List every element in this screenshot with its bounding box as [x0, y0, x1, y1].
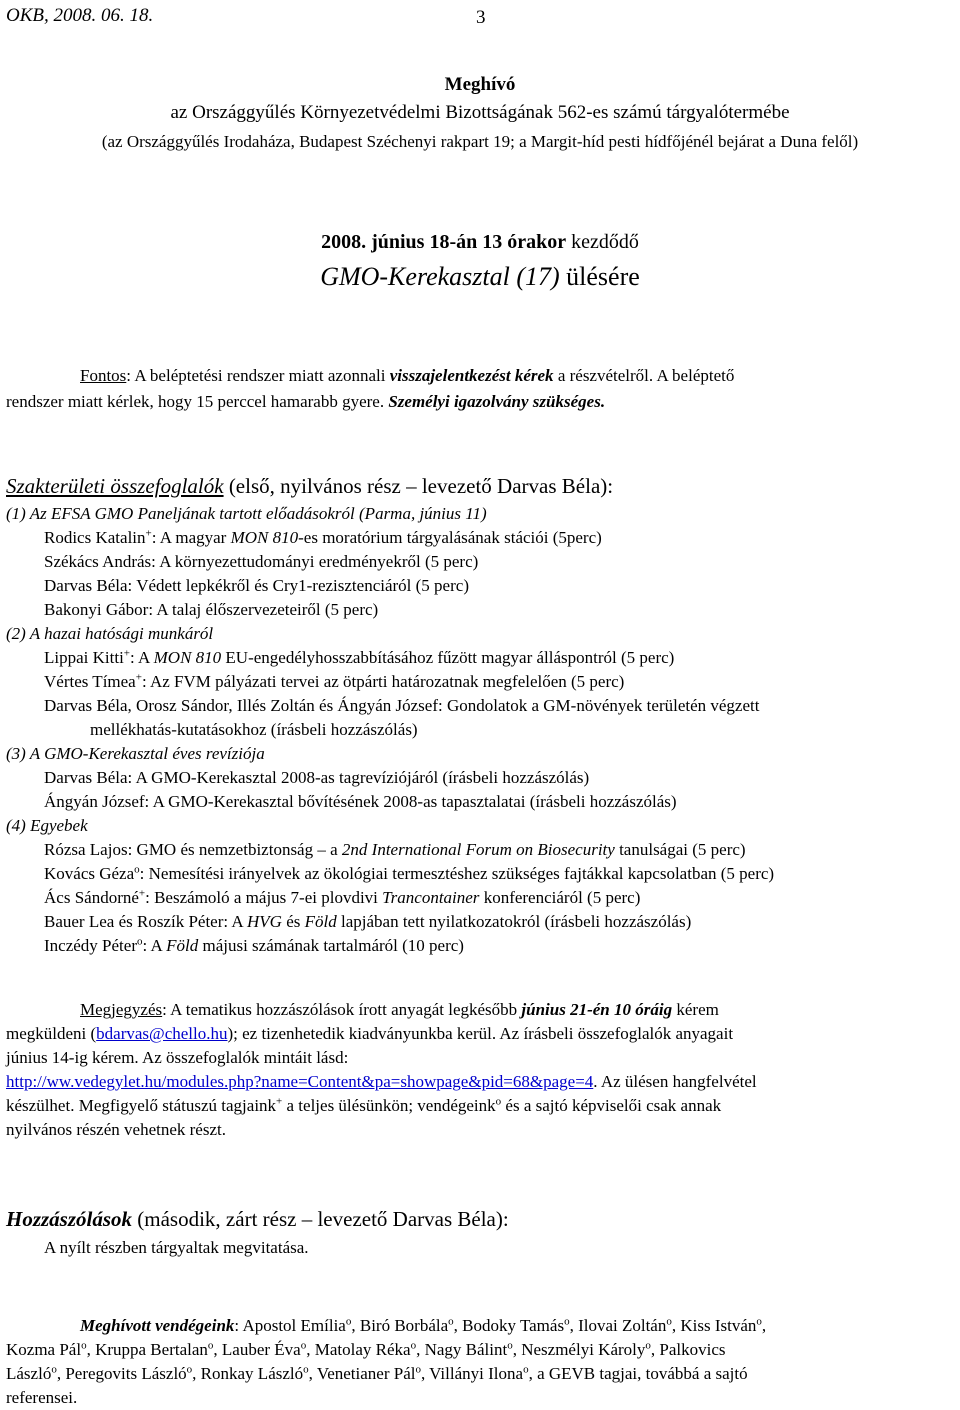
invitation-title: Meghívó [444, 74, 516, 95]
invitation-line2: (az Országgyűlés Irodaháza, Budapest Széchenyi rakpart 19; a Margit-híd pesti hídfőjénél bejárat a Duna felől) [101, 132, 859, 151]
agenda-item-continued: mellékhatás-kutatásokhoz (írásbeli hozzászólás) [90, 720, 418, 739]
agenda-item: Bauer Lea és Roszík Péter: A HVG és Föld lapjában tett nyilatkozatokról (írásbeli hozzászólás) [44, 912, 692, 931]
agenda-item: Vértes Tímea+: Az FVM pályázati tervei az ötpárti határozatnak megfelelően (5 perc) [44, 671, 625, 691]
email-link[interactable]: bdarvas@chello.hu [96, 1024, 228, 1043]
agenda-item: Bakonyi Gábor: A talaj élőszervezeteiről (5 perc) [44, 600, 379, 619]
agenda-item: Kovács Géza$^o$: Nemesítési irányelvek az ökológiai termesztéshez szükséges fajtákkal kapcsolatban (5 perc) [44, 863, 775, 883]
header-date: OKB, 2008. 06. 18. [6, 5, 154, 26]
agenda-item: Rodics Katalin+: A magyar MON 810-es moratórium tárgyalásának stációi (5perc) [44, 527, 602, 547]
agenda-item: Rózsa Lajos: GMO és nemzetbiztonság – a 2nd International Forum on Biosecurity tanulságai (5 perc) [44, 840, 746, 859]
section-3-title: (3) A GMO-Kerekasztal éves revíziója [6, 744, 265, 763]
notice-line1: Fontos: A beléptetési rendszer miatt azonnali visszajelentkezést kérek a részvételről. A beléptető [80, 366, 735, 385]
section-4-title: (4) Egyebek [6, 816, 88, 835]
agenda-item: Ács Sándorné+: Beszámoló a május 7-ei plovdivi Trancontainer konferenciáról (5 perc) [44, 887, 641, 907]
agenda-item: Székács András: A környezettudományi eredményekről (5 perc) [44, 552, 479, 571]
section-2-title: (2) A hazai hatósági munkáról [6, 624, 214, 643]
meeting-date: 2008. június 18-án 13 órakor kezdődő [321, 231, 639, 253]
notice-line2: rendszer miatt kérlek, hogy 15 perccel hamarabb gyere. Személyi igazolvány szükséges. [6, 392, 606, 411]
note-paragraph: Megjegyzés: A tematikus hozzászólások írott anyagát legkésőbb június 21-én 10 óráig kérem megküldeni (bdarvas@chello.hu); ez tizenhetedik kiadványunkba kerül. Az írásbeli összefoglalók anyagait június 14-ig kérem. Az összefoglalók mintáit lásd: http://ww.vedegylet.hu/modules.php?name=Content&pa=showpage&pid=68&page=4. Az ülésen hangfelvétel készülhet. Megfigyelő státuszú tagjaink+ a teljes ülésünkön; vendégeink$^o$ és a sajtó képviselői csak annak nyilvános részén vehetnek részt. [6, 1000, 757, 1139]
section-1-title: (1) Az EFSA GMO Paneljának tartott előadásokról (Parma, június 11) [6, 504, 487, 523]
url-link[interactable]: http://ww.vedegylet.hu/modules.php?name=Content&pa=showpage&pid=68&page=4 [6, 1072, 594, 1091]
invitation-line1: az Országgyűlés Környezetvédelmi Bizottságának 562-es számú tárgyalótermébe [170, 102, 790, 123]
page-number: 3 [476, 7, 486, 28]
agenda-item: Darvas Béla: A GMO-Kerekasztal 2008-as tagrevíziójáról (írásbeli hozzászólás) [44, 768, 590, 787]
agenda-heading: Szakterületi összefoglalók (első, nyilvános rész – levezető Darvas Béla): [6, 474, 614, 498]
agenda-item: Darvas Béla: Védett lepkékről és Cry1-rezisztenciáról (5 perc) [44, 576, 469, 595]
agenda-item: Lippai Kitti+: A MON 810 EU-engedélyhosszabbításához fűzött magyar álláspontról (5 perc) [44, 647, 675, 667]
agenda-item: Ángyán József: A GMO-Kerekasztal bővítésének 2008-as tapasztalatai (írásbeli hozzászólás) [44, 792, 677, 811]
agenda-list [6, 502, 954, 958]
agenda-item: Darvas Béla, Orosz Sándor, Illés Zoltán és Ángyán József: Gondolatok a GM-növények területén végzett [44, 696, 760, 715]
closed-heading: Hozzászólások (második, zárt rész – levezető Darvas Béla): [6, 1207, 509, 1231]
closed-line: A nyílt részben tárgyaltak megvitatása. [44, 1238, 309, 1257]
agenda-item: Inczédy Péter$^o$: A Föld májusi számának tartalmáról (10 perc) [44, 935, 464, 955]
meeting-name: GMO-Kerekasztal (17) ülésére [320, 262, 640, 291]
guests-paragraph: Meghívott vendégeink: Apostol Emília$^o$, Biró Borbála$^o$, Bodoky Tamás$^o$, Ilovai Zoltán$^o$, Kiss István$^o$, Kozma Pál$^o$, Kruppa Bertalan$^o$, Lauber Éva$^o$, Matolay Réka$^o$, Nagy Bálint$^o$, Neszmélyi Károly$^o$, Palkovics László$^o$, Peregovits László$^o$, Ronkay László$^o$, Venetianer Pál$^o$, Villányi Ilona$^o$, a GEVB tagjai, továbbá a sajtó referensei. [6, 1315, 767, 1407]
